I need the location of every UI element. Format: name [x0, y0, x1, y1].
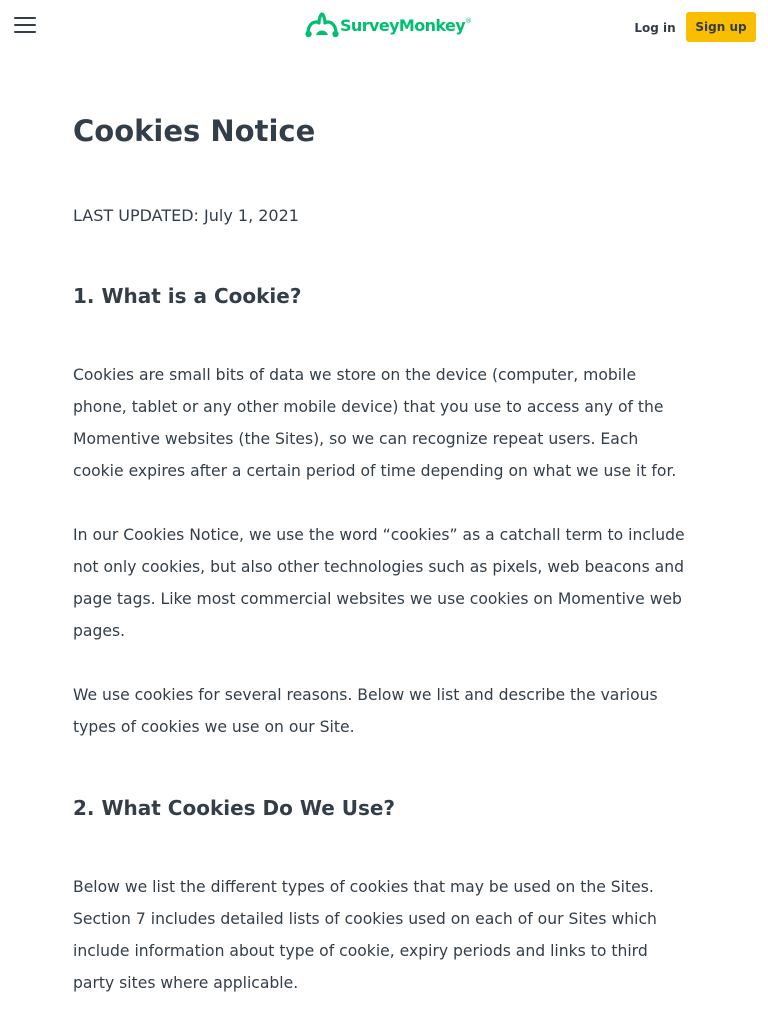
section-1-paragraph-1: Cookies are small bits of data we store on the device (computer, mobile phone, tablet or any other mobile device) that you use to access any of the Momentive websites (the Sites), so we can recognize repeat users. Each cookie expires after a certain period of time depending on what we use it for. [73, 366, 677, 480]
section-2-paragraph-1: Below we list the different types of cookies that may be used on the Sites. Section 7 includes detailed lists of cookies used on each of our Sites which include information about type of cookie, expiry periods and links to third party sites where applicable. [73, 878, 657, 992]
surveymonkey-logo-icon [305, 12, 339, 38]
hamburger-menu-icon[interactable] [14, 14, 36, 34]
login-link[interactable]: Log in [634, 21, 676, 35]
page-title: Cookies Notice [73, 114, 316, 148]
registered-mark: ® [465, 17, 473, 25]
logo-wordmark: SurveyMonkey [340, 15, 466, 35]
signup-button[interactable]: Sign up [686, 12, 756, 42]
top-nav-bar [0, 0, 768, 54]
section-1-paragraph-2: In our Cookies Notice, we use the word “cookies” as a catchall term to include not only cookies, but also other technologies such as pixels, web beacons and page tags. Like most commercial websites we use cookies on Momentive web pages. [73, 526, 685, 640]
last-updated-date: LAST UPDATED: July 1, 2021 [73, 206, 299, 225]
section-heading-what-is-cookie: 1. What is a Cookie? [73, 284, 302, 308]
section-1-paragraph-3: We use cookies for several reasons. Below we list and describe the various types of cookies we use on our Site. [73, 686, 658, 736]
section-heading-what-cookies-used: 2. What Cookies Do We Use? [73, 796, 396, 820]
surveymonkey-logo[interactable] [305, 12, 472, 38]
